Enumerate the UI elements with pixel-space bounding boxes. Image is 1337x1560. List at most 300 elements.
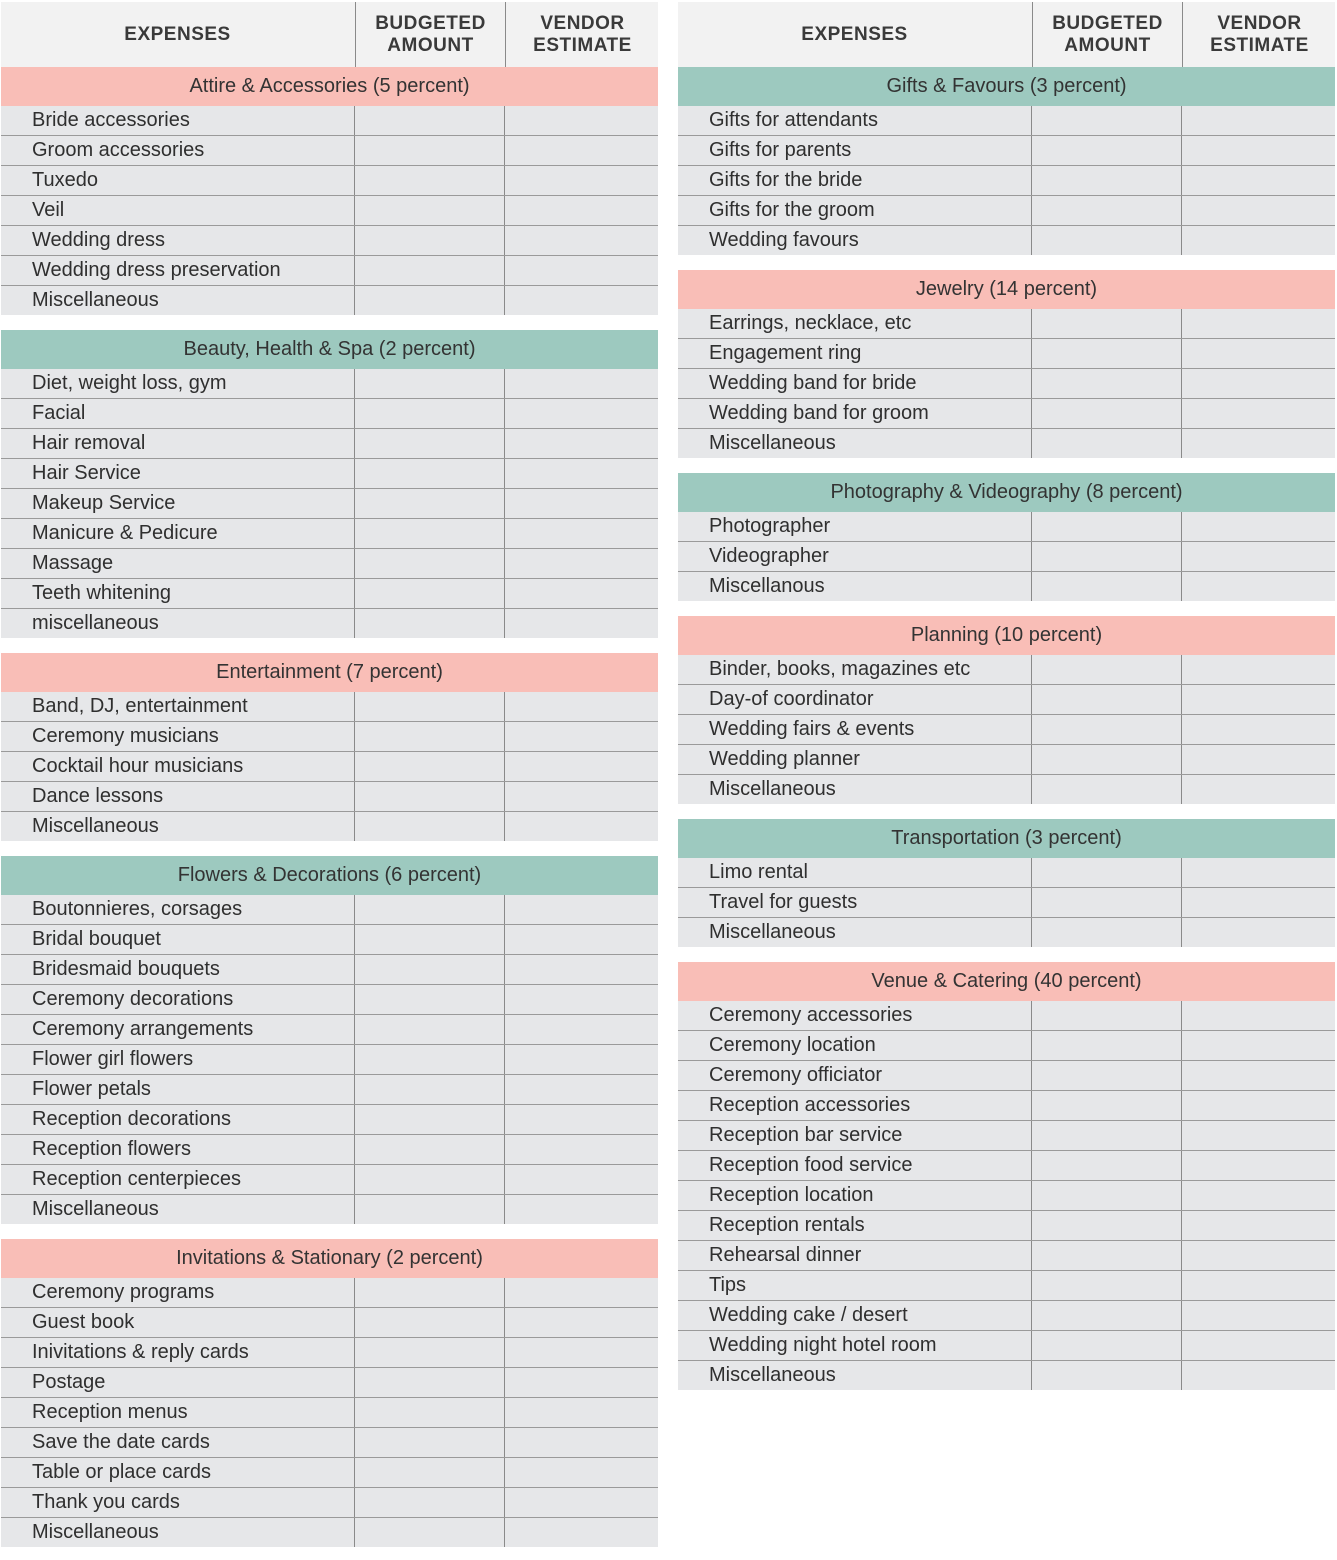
expense-label: Reception location (709, 1184, 874, 1206)
vendor-estimate-cell[interactable] (1181, 1271, 1336, 1300)
category-header: Attire & Accessories (5 percent) (1, 67, 658, 106)
expense-label: Reception decorations (32, 1108, 232, 1130)
table-row (678, 572, 1335, 601)
vendor-estimate-cell[interactable] (504, 1278, 659, 1307)
vendor-estimate-cell[interactable] (1181, 226, 1336, 255)
budgeted-amount-cell[interactable] (354, 955, 505, 984)
table-row (1, 1488, 658, 1518)
budgeted-amount-cell[interactable] (1031, 1241, 1182, 1270)
budgeted-amount-cell[interactable] (1031, 166, 1182, 195)
table-row (1, 399, 658, 429)
table-row (678, 226, 1335, 255)
budgeted-amount-cell[interactable] (354, 1458, 505, 1487)
budgeted-amount-cell[interactable] (354, 1518, 505, 1547)
budgeted-amount-cell[interactable] (1031, 399, 1182, 428)
expense-label: Teeth whitening (32, 582, 171, 604)
budgeted-amount-cell[interactable] (354, 519, 505, 548)
vendor-estimate-cell[interactable] (1181, 166, 1336, 195)
category-header: Beauty, Health & Spa (2 percent) (1, 330, 658, 369)
budgeted-amount-cell[interactable] (1031, 136, 1182, 165)
expense-label: Gifts for the groom (709, 199, 875, 221)
vendor-estimate-cell[interactable] (1181, 1211, 1336, 1240)
budgeted-amount-cell[interactable] (1031, 775, 1182, 804)
vendor-estimate-cell[interactable] (504, 1045, 659, 1074)
budgeted-amount-cell[interactable] (1031, 1271, 1182, 1300)
budget-section (678, 270, 1335, 458)
budgeted-amount-cell[interactable] (354, 1278, 505, 1307)
expense-label: Thank you cards (32, 1491, 180, 1513)
budgeted-amount-cell[interactable] (1031, 429, 1182, 458)
category-header: Jewelry (14 percent) (678, 270, 1335, 309)
budgeted-amount-cell[interactable] (354, 399, 505, 428)
vendor-estimate-cell[interactable] (1181, 429, 1336, 458)
vendor-estimate-cell[interactable] (1181, 1181, 1336, 1210)
budgeted-amount-cell[interactable] (354, 1015, 505, 1044)
vendor-estimate-cell[interactable] (1181, 1151, 1336, 1180)
budgeted-amount-cell[interactable] (1031, 655, 1182, 684)
vendor-estimate-cell[interactable] (504, 955, 659, 984)
vendor-estimate-cell[interactable] (1181, 339, 1336, 368)
budget-section (1, 67, 658, 315)
expense-label: Ceremony programs (32, 1281, 215, 1303)
budgeted-amount-cell[interactable] (1031, 369, 1182, 398)
budgeted-amount-cell[interactable] (354, 1308, 505, 1337)
table-row (678, 1181, 1335, 1211)
expense-label: Tips (709, 1274, 747, 1296)
category-header: Photography & Videography (8 percent) (678, 473, 1335, 512)
right-sections (678, 67, 1335, 1390)
budget-section (1, 856, 658, 1224)
budgeted-amount-cell[interactable] (354, 812, 505, 841)
table-row (1, 1428, 658, 1458)
vendor-estimate-cell[interactable] (1181, 775, 1336, 804)
budgeted-amount-cell[interactable] (1031, 1091, 1182, 1120)
vendor-estimate-cell[interactable] (1181, 745, 1336, 774)
expense-label: Wedding band for bride (709, 372, 917, 394)
expense-label: Ceremony arrangements (32, 1018, 254, 1040)
right-budget-table (678, 2, 1335, 1390)
left-sections (1, 67, 658, 1547)
table-row (678, 655, 1335, 685)
table-row (1, 369, 658, 399)
budgeted-amount-cell[interactable] (354, 136, 505, 165)
table-row (1, 226, 658, 256)
vendor-estimate-cell[interactable] (504, 106, 659, 135)
table-row (1, 1338, 658, 1368)
budgeted-amount-cell[interactable] (354, 106, 505, 135)
budgeted-amount-cell[interactable] (354, 369, 505, 398)
vendor-estimate-cell[interactable] (1181, 888, 1336, 917)
vendor-estimate-cell[interactable] (504, 1195, 659, 1224)
budgeted-amount-cell[interactable] (354, 1195, 505, 1224)
expense-label: Postage (32, 1371, 106, 1393)
budgeted-amount-cell[interactable] (354, 985, 505, 1014)
budgeted-amount-cell[interactable] (1031, 1151, 1182, 1180)
vendor-estimate-cell[interactable] (504, 722, 659, 751)
vendor-estimate-cell[interactable] (1181, 542, 1336, 571)
budgeted-amount-cell[interactable] (1031, 1301, 1182, 1330)
vendor-estimate-cell[interactable] (1181, 1241, 1336, 1270)
budget-section (678, 962, 1335, 1390)
table-row (1, 925, 658, 955)
vendor-estimate-cell[interactable] (1181, 512, 1336, 541)
table-row (1, 196, 658, 226)
expense-label: Miscellaneous (709, 778, 836, 800)
vendor-estimate-cell[interactable] (504, 226, 659, 255)
expense-label: Table or place cards (32, 1461, 211, 1483)
table-row (1, 579, 658, 609)
expenses-column-header: EXPENSES (801, 23, 908, 45)
budgeted-amount-cell[interactable] (1031, 542, 1182, 571)
expense-label: Wedding band for groom (709, 402, 929, 424)
vendor-estimate-cell[interactable] (504, 1165, 659, 1194)
budgeted-amount-cell[interactable] (354, 1368, 505, 1397)
vendor-estimate-cell[interactable] (504, 1135, 659, 1164)
category-header: Gifts & Favours (3 percent) (678, 67, 1335, 106)
table-row (678, 685, 1335, 715)
expense-label: miscellaneous (32, 612, 159, 634)
table-row (1, 1015, 658, 1045)
budgeted-amount-cell[interactable] (354, 226, 505, 255)
expense-label: Reception menus (32, 1401, 188, 1423)
table-row (1, 136, 658, 166)
table-row (1, 1105, 658, 1135)
expense-label: Gifts for attendants (709, 109, 878, 131)
vendor-estimate-cell[interactable] (504, 256, 659, 285)
expense-label: Guest book (32, 1311, 135, 1333)
expense-label: Bridal bouquet (32, 928, 161, 950)
budgeted-amount-cell[interactable] (354, 1488, 505, 1517)
budgeted-amount-cell[interactable] (1031, 1031, 1182, 1060)
budgeted-amount-cell[interactable] (354, 1105, 505, 1134)
table-row (678, 339, 1335, 369)
expense-label: Band, DJ, entertainment (32, 695, 248, 717)
budgeted-amount-cell[interactable] (354, 1075, 505, 1104)
expense-label: Inivitations & reply cards (32, 1341, 249, 1363)
vendor-estimate-cell[interactable] (1181, 106, 1336, 135)
table-row (1, 1458, 658, 1488)
left-budget-table (1, 2, 658, 1547)
budgeted-amount-cell[interactable] (354, 1338, 505, 1367)
expense-label: Gifts for the bride (709, 169, 863, 191)
vendor-estimate-cell[interactable] (1181, 1061, 1336, 1090)
expense-label: Wedding cake / desert (709, 1304, 908, 1326)
expense-label: Hair Service (32, 462, 141, 484)
vendor-estimate-cell[interactable] (1181, 685, 1336, 714)
budgeted-amount-cell[interactable] (354, 1045, 505, 1074)
table-row (1, 1195, 658, 1224)
expenses-column-header: EXPENSES (124, 23, 231, 45)
vendor-estimate-cell[interactable] (1181, 1031, 1336, 1060)
expense-label: Miscellaneous (32, 1198, 159, 1220)
budget-section (678, 819, 1335, 947)
table-row (1, 1398, 658, 1428)
vendor-estimate-cell[interactable] (504, 369, 659, 398)
budgeted-amount-cell[interactable] (1031, 1121, 1182, 1150)
expense-label: Earrings, necklace, etc (709, 312, 912, 334)
budgeted-amount-cell[interactable] (1031, 858, 1182, 887)
expense-label: Miscellanous (709, 575, 825, 597)
budgeted-amount-cell[interactable] (1031, 196, 1182, 225)
expense-label: Groom accessories (32, 139, 205, 161)
expense-label: Miscellaneous (709, 432, 836, 454)
category-header: Invitations & Stationary (2 percent) (1, 1239, 658, 1278)
budgeted-amount-cell[interactable] (354, 579, 505, 608)
vendor-estimate-cell[interactable] (504, 519, 659, 548)
table-row (1, 955, 658, 985)
vendor-estimate-cell[interactable] (504, 136, 659, 165)
vendor-estimate-cell[interactable] (1181, 399, 1336, 428)
budgeted-amount-cell[interactable] (1031, 106, 1182, 135)
table-row (1, 489, 658, 519)
budgeted-amount-cell[interactable] (354, 609, 505, 638)
vendor-estimate-cell[interactable] (504, 1458, 659, 1487)
table-row (678, 166, 1335, 196)
table-row (678, 1271, 1335, 1301)
vendor-estimate-cell[interactable] (504, 1518, 659, 1547)
table-row (678, 775, 1335, 804)
vendor-estimate-cell[interactable] (504, 1428, 659, 1457)
vendor-estimate-cell[interactable] (504, 429, 659, 458)
expense-label: Ceremony location (709, 1034, 876, 1056)
table-row (678, 1031, 1335, 1061)
table-row (678, 399, 1335, 429)
vendor-estimate-cell[interactable] (504, 399, 659, 428)
expense-label: Miscellaneous (32, 1521, 159, 1543)
expense-label: Makeup Service (32, 492, 176, 514)
expense-label: Reception centerpieces (32, 1168, 242, 1190)
table-row (678, 196, 1335, 226)
table-row (1, 692, 658, 722)
expense-label: Massage (32, 552, 114, 574)
expense-label: Manicure & Pedicure (32, 522, 218, 544)
vendor-estimate-cell[interactable] (504, 895, 659, 924)
vendor-estimate-cell[interactable] (504, 782, 659, 811)
vendor-estimate-column-header: VENDOR ESTIMATE (505, 2, 659, 67)
table-row (1, 1045, 658, 1075)
expense-label: Miscellaneous (32, 815, 159, 837)
vendor-estimate-cell[interactable] (1181, 1091, 1336, 1120)
table-row (1, 459, 658, 489)
budgeted-amount-cell[interactable] (1031, 339, 1182, 368)
expense-label: Ceremony officiator (709, 1064, 883, 1086)
expense-label: Cocktail hour musicians (32, 755, 244, 777)
vendor-estimate-cell[interactable] (504, 1338, 659, 1367)
budgeted-amount-cell[interactable] (354, 752, 505, 781)
expense-label: Miscellaneous (32, 289, 159, 311)
vendor-estimate-cell[interactable] (1181, 715, 1336, 744)
expense-label: Dance lessons (32, 785, 164, 807)
budgeted-amount-cell[interactable] (354, 782, 505, 811)
expense-label: Rehearsal dinner (709, 1244, 862, 1266)
vendor-estimate-cell[interactable] (1181, 136, 1336, 165)
vendor-estimate-cell[interactable] (504, 166, 659, 195)
table-row (678, 1361, 1335, 1390)
vendor-estimate-cell[interactable] (1181, 655, 1336, 684)
budgeted-amount-cell[interactable] (1031, 512, 1182, 541)
vendor-estimate-cell[interactable] (1181, 309, 1336, 338)
budgeted-amount-cell[interactable] (354, 1398, 505, 1427)
expense-label: Miscellaneous (709, 921, 836, 943)
expense-label: Flower petals (32, 1078, 151, 1100)
vendor-estimate-cell[interactable] (1181, 1001, 1336, 1030)
expense-label: Veil (32, 199, 65, 221)
expense-label: Ceremony decorations (32, 988, 234, 1010)
vendor-estimate-cell[interactable] (504, 196, 659, 225)
budgeted-amount-cell[interactable] (1031, 226, 1182, 255)
vendor-estimate-cell[interactable] (1181, 918, 1336, 947)
category-header: Venue & Catering (40 percent) (678, 962, 1335, 1001)
expense-label: Reception food service (709, 1154, 913, 1176)
vendor-estimate-cell[interactable] (1181, 1361, 1336, 1390)
budgeted-amount-cell[interactable] (354, 166, 505, 195)
expense-label: Diet, weight loss, gym (32, 372, 227, 394)
vendor-estimate-cell[interactable] (504, 752, 659, 781)
budgeted-amount-cell[interactable] (354, 1135, 505, 1164)
expense-label: Reception bar service (709, 1124, 903, 1146)
expense-label: Save the date cards (32, 1431, 210, 1453)
table-row (678, 745, 1335, 775)
vendor-estimate-cell[interactable] (504, 549, 659, 578)
expense-label: Day-of coordinator (709, 688, 874, 710)
table-row (1, 1368, 658, 1398)
budgeted-amount-cell[interactable] (354, 286, 505, 315)
expense-label: Ceremony accessories (709, 1004, 913, 1026)
vendor-estimate-cell[interactable] (1181, 196, 1336, 225)
budgeted-amount-cell[interactable] (1031, 745, 1182, 774)
budgeted-amount-cell[interactable] (1031, 1211, 1182, 1240)
vendor-estimate-cell[interactable] (504, 489, 659, 518)
table-row (1, 895, 658, 925)
table-row (678, 1001, 1335, 1031)
table-row (1, 166, 658, 196)
budgeted-amount-cell[interactable] (1031, 888, 1182, 917)
table-row (1, 1075, 658, 1105)
vendor-estimate-cell[interactable] (1181, 369, 1336, 398)
table-row (1, 609, 658, 638)
table-row (678, 1331, 1335, 1361)
budgeted-amount-cell[interactable] (1031, 1001, 1182, 1030)
table-row (678, 715, 1335, 745)
budgeted-amount-column-header: BUDGETED AMOUNT (1032, 2, 1182, 67)
vendor-estimate-cell[interactable] (504, 1075, 659, 1104)
table-row (678, 136, 1335, 166)
budgeted-amount-cell[interactable] (1031, 918, 1182, 947)
vendor-estimate-cell[interactable] (504, 1368, 659, 1397)
budgeted-amount-cell[interactable] (354, 722, 505, 751)
expense-label: Engagement ring (709, 342, 862, 364)
category-header: Flowers & Decorations (6 percent) (1, 856, 658, 895)
table-row (1, 519, 658, 549)
expense-label: Ceremony musicians (32, 725, 219, 747)
table-header (678, 2, 1335, 67)
expense-label: Reception flowers (32, 1138, 191, 1160)
budgeted-amount-cell[interactable] (1031, 309, 1182, 338)
budgeted-amount-cell[interactable] (1031, 1331, 1182, 1360)
budgeted-amount-cell[interactable] (354, 692, 505, 721)
budget-section (1, 1239, 658, 1547)
vendor-estimate-cell[interactable] (504, 1398, 659, 1427)
expense-label: Flower girl flowers (32, 1048, 194, 1070)
budgeted-amount-cell[interactable] (1031, 1061, 1182, 1090)
expense-label: Wedding dress preservation (32, 259, 281, 281)
vendor-estimate-cell[interactable] (504, 1015, 659, 1044)
vendor-estimate-cell[interactable] (504, 812, 659, 841)
budget-section (678, 473, 1335, 601)
vendor-estimate-cell[interactable] (504, 925, 659, 954)
budgeted-amount-cell[interactable] (354, 429, 505, 458)
budgeted-amount-cell[interactable] (1031, 572, 1182, 601)
table-row (1, 1308, 658, 1338)
vendor-estimate-cell[interactable] (504, 1488, 659, 1517)
vendor-estimate-cell[interactable] (1181, 1301, 1336, 1330)
table-row (678, 918, 1335, 947)
vendor-estimate-cell[interactable] (1181, 572, 1336, 601)
expense-label: Wedding night hotel room (709, 1334, 937, 1356)
budgeted-amount-cell[interactable] (1031, 1181, 1182, 1210)
budgeted-amount-column-header: BUDGETED AMOUNT (355, 2, 505, 67)
expense-label: Bride accessories (32, 109, 190, 131)
vendor-estimate-cell[interactable] (504, 692, 659, 721)
budget-section (1, 653, 658, 841)
budgeted-amount-cell[interactable] (1031, 1361, 1182, 1390)
table-row (678, 1241, 1335, 1271)
table-row (1, 722, 658, 752)
expense-label: Miscellaneous (709, 1364, 836, 1386)
table-row (1, 1518, 658, 1547)
expense-label: Wedding fairs & events (709, 718, 915, 740)
vendor-estimate-cell[interactable] (504, 985, 659, 1014)
expense-label: Wedding favours (709, 229, 859, 251)
table-row (678, 888, 1335, 918)
vendor-estimate-cell[interactable] (504, 579, 659, 608)
table-row (678, 1091, 1335, 1121)
budgeted-amount-cell[interactable] (354, 256, 505, 285)
budgeted-amount-cell[interactable] (354, 549, 505, 578)
expense-label: Gifts for parents (709, 139, 852, 161)
expense-label: Tuxedo (32, 169, 98, 191)
vendor-estimate-cell[interactable] (504, 1105, 659, 1134)
expense-label: Reception rentals (709, 1214, 865, 1236)
budgeted-amount-cell[interactable] (354, 1165, 505, 1194)
table-header (1, 2, 658, 67)
vendor-estimate-cell[interactable] (1181, 1121, 1336, 1150)
table-row (1, 782, 658, 812)
budgeted-amount-cell[interactable] (354, 895, 505, 924)
budgeted-amount-cell[interactable] (354, 459, 505, 488)
budgeted-amount-cell[interactable] (1031, 715, 1182, 744)
expense-label: Wedding planner (709, 748, 860, 770)
table-row (678, 542, 1335, 572)
budget-section (1, 330, 658, 638)
budgeted-amount-cell[interactable] (354, 489, 505, 518)
vendor-estimate-cell[interactable] (504, 459, 659, 488)
budgeted-amount-cell[interactable] (354, 1428, 505, 1457)
expense-label: Travel for guests (709, 891, 858, 913)
vendor-estimate-cell[interactable] (1181, 858, 1336, 887)
budgeted-amount-cell[interactable] (354, 196, 505, 225)
vendor-estimate-cell[interactable] (504, 286, 659, 315)
vendor-estimate-cell[interactable] (504, 609, 659, 638)
vendor-estimate-cell[interactable] (1181, 1331, 1336, 1360)
budgeted-amount-cell[interactable] (1031, 685, 1182, 714)
expense-label: Photographer (709, 515, 831, 537)
budgeted-amount-cell[interactable] (354, 925, 505, 954)
table-row (1, 286, 658, 315)
expense-label: Wedding dress (32, 229, 166, 251)
vendor-estimate-cell[interactable] (504, 1308, 659, 1337)
table-row (678, 1211, 1335, 1241)
